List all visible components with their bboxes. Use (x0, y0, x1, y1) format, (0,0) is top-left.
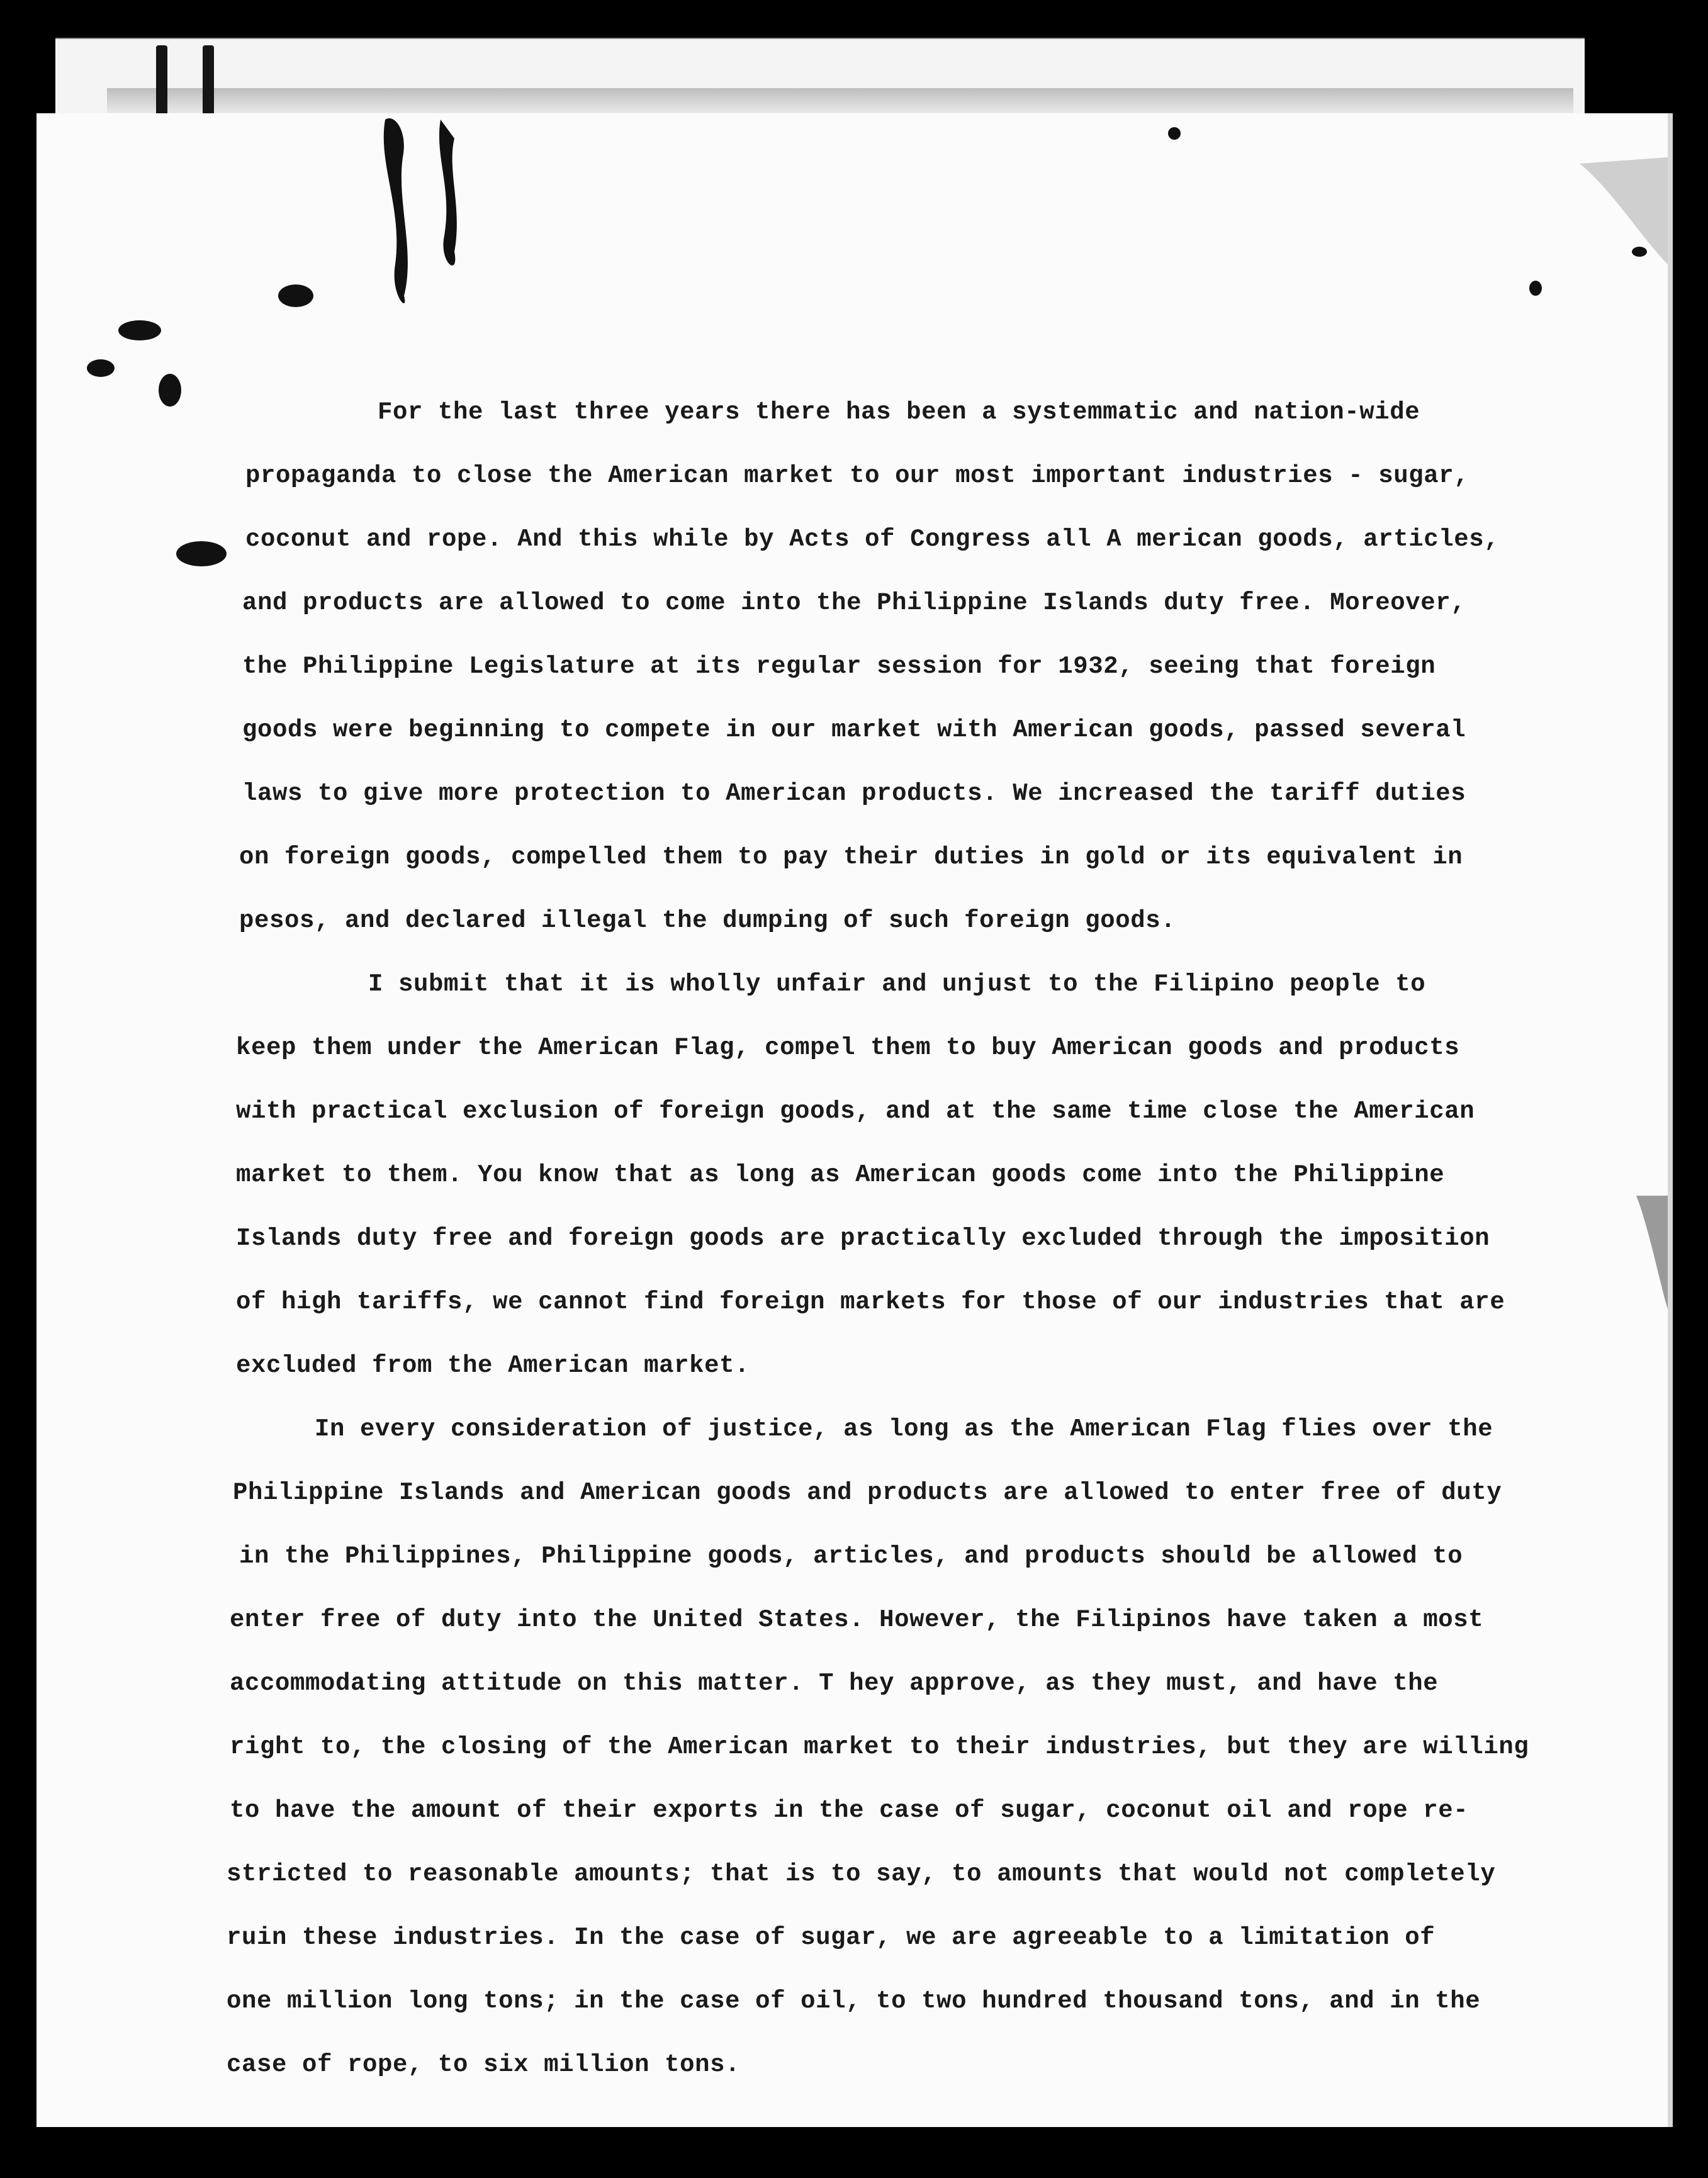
text-line: of high tariffs, we cannot find foreign markets for those of our industries that are (236, 1288, 1505, 1316)
text-line: on foreign goods, compelled them to pay their duties in gold or its equivalent in (239, 843, 1463, 871)
text-line: one million long tons; in the case of oil, to two hundred thousand tons, and in the (227, 1987, 1481, 2015)
text-line: In every consideration of justice, as long as the American Flag flies over the (315, 1415, 1493, 1443)
text-line: right to, the closing of the American market to their industries, but they are willing (230, 1733, 1529, 1761)
text-line: Islands duty free and foreign goods are practically excluded through the imposition (236, 1225, 1490, 1252)
text-line: the Philippine Legislature at its regular session for 1932, seeing that foreign (242, 653, 1436, 680)
ink-blot (176, 541, 227, 566)
paragraph (227, 953, 1580, 1398)
paragraph (227, 381, 1580, 953)
text-line: I submit that it is wholly unfair and unjust to the Filipino people to (368, 970, 1426, 998)
text-line: Philippine Islands and American goods and products are allowed to enter free of duty (233, 1479, 1502, 1507)
text-line: excluded from the American market. (236, 1352, 750, 1379)
paragraph (227, 1398, 1580, 2097)
ink-blot (159, 374, 181, 407)
text-line: pesos, and declared illegal the dumping of such foreign goods. (239, 907, 1176, 935)
page-fold (1580, 157, 1668, 264)
text-line: and products are allowed to come into the Philippine Islands duty free. Moreover, (242, 589, 1466, 617)
text-line: coconut and rope. And this while by Acts of Congress all A merican goods, articles, (245, 525, 1500, 553)
ink-drip (384, 118, 408, 303)
text-line: accommodating attitude on this matter. T hey approve, as they must, and have the (230, 1670, 1439, 1697)
ink-blot (1529, 281, 1542, 296)
ink-blot (1168, 127, 1181, 140)
text-line: with practical exclusion of foreign goods, and at the same time close the American (236, 1097, 1475, 1125)
text-line: to have the amount of their exports in the case of sugar, coconut oil and rope re- (230, 1797, 1469, 1824)
text-line: market to them. You know that as long as American goods come into the Philippine (236, 1161, 1445, 1189)
text-line: case of rope, to six million tons. (227, 2051, 741, 2079)
ink-drip (439, 120, 457, 266)
text-line: goods were beginning to compete in our market with American goods, passed several (242, 716, 1466, 744)
ink-blot (118, 320, 161, 340)
letter-body (227, 381, 1580, 2097)
text-line: enter free of duty into the United States. However, the Filipinos have taken a most (230, 1606, 1484, 1634)
text-line: keep them under the American Flag, compel them to buy American goods and products (236, 1034, 1460, 1062)
text-line: propaganda to close the American market to our most important industries - sugar, (245, 462, 1469, 490)
text-line: in the Philippines, Philippine goods, articles, and products should be allowed to (239, 1542, 1463, 1570)
ink-blot (87, 359, 115, 377)
ink-blot (1632, 247, 1647, 257)
text-line: ruin these industries. In the case of sugar, we are agreeable to a limitation of (227, 1924, 1436, 1951)
text-line: laws to give more protection to American products. We increased the tariff duties (242, 780, 1466, 807)
page-fold (1636, 1196, 1668, 1309)
text-line: For the last three years there has been a systemmatic and nation-wide (378, 398, 1420, 426)
text-line: stricted to reasonable amounts; that is to say, to amounts that would not completely (227, 1860, 1496, 1888)
ink-blot (278, 284, 313, 307)
